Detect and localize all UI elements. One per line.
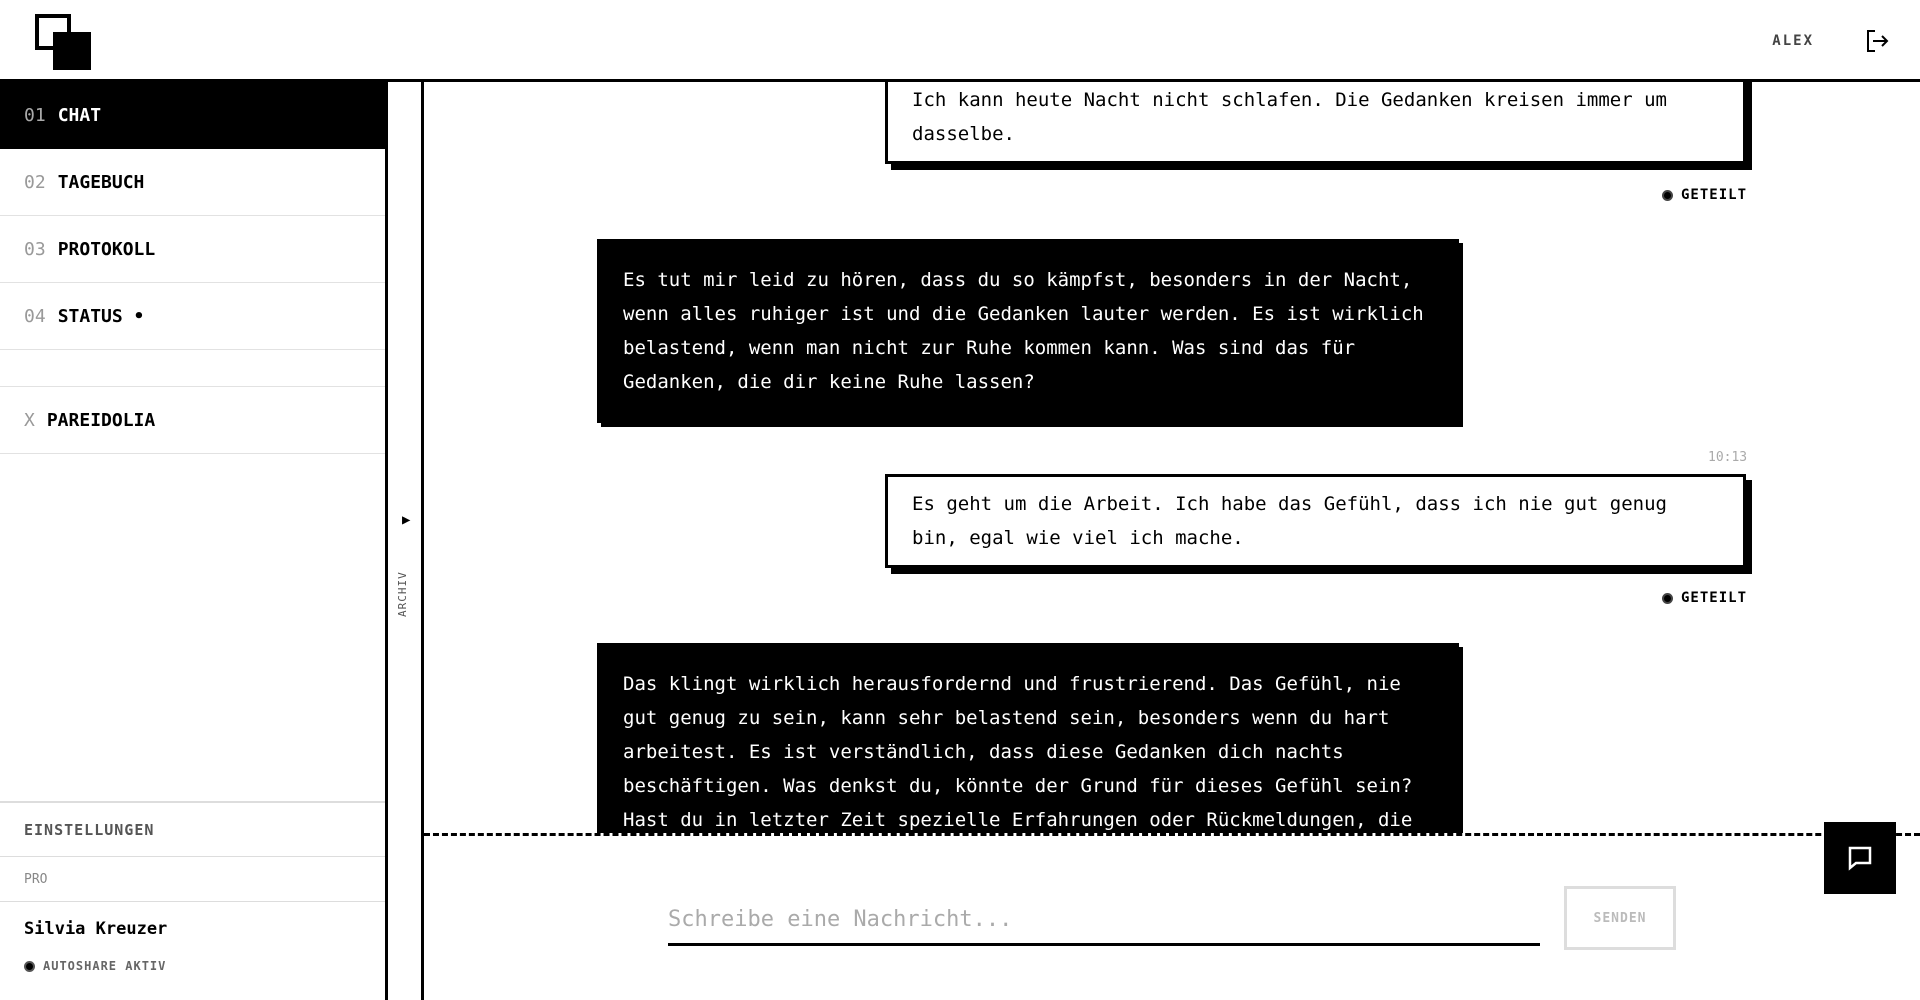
shared-badge [1662, 590, 1747, 606]
header-username: ALEX [1772, 33, 1814, 49]
chat-thread[interactable] [424, 82, 1920, 834]
shared-dot-icon [1662, 593, 1673, 604]
nav-number: X [24, 409, 35, 431]
settings-link[interactable]: EINSTELLUNGEN [0, 801, 385, 857]
nav-label: CHAT [57, 104, 102, 126]
nav-number: 01 [24, 104, 46, 126]
chat-bubble-icon [1845, 843, 1875, 873]
assistant-message: Das klingt wirklich herausfordernd und frustrierend. Das Gefühl, nie gut genug zu sein, kann sehr belastend sein, besonders wenn du hart arbeitest. Es ist verständlich, dass diese Gedanken dich nachts beschäftigen. Was denkst du, könnte der Grund für dieses Gefühl sein? Hast du in letzter Zeit spezielle Erfahrungen oder Rückmeldungen, die [597, 643, 1459, 834]
shared-dot-icon [1662, 190, 1673, 201]
logo-square-filled [53, 32, 91, 70]
nav-label: PROTOKOLL [57, 238, 156, 260]
logout-icon[interactable] [1864, 28, 1890, 54]
nav-label: TAGEBUCH [57, 171, 145, 193]
status-dot-icon [24, 961, 35, 972]
header [0, 0, 1920, 82]
chat-bubble-button[interactable] [1824, 822, 1896, 894]
nav-label: PAREIDOLIA [46, 409, 156, 431]
nav-number: 04 [24, 305, 46, 327]
user-message: Ich kann heute Nacht nicht schlafen. Die Gedanken kreisen immer um dasselbe. [885, 82, 1746, 164]
send-button[interactable]: SENDEN [1564, 886, 1676, 950]
autoshare-status [24, 959, 385, 973]
profile-name: Silvia Kreuzer [24, 919, 168, 939]
nav-divider [0, 350, 385, 387]
user-message: Es geht um die Arbeit. Ich habe das Gefühl, dass ich nie gut genug bin, egal wie viel ich mache. [885, 474, 1746, 568]
nav-item-chat[interactable] [0, 82, 385, 149]
plan-label: PRO [0, 857, 385, 902]
nav-item-tagebuch[interactable] [0, 149, 385, 216]
message-input[interactable] [668, 896, 1540, 946]
nav-item-status[interactable] [0, 283, 385, 350]
nav-number: 02 [24, 171, 46, 193]
message-timestamp: 10:13 [1708, 450, 1748, 465]
nav-label: STATUS • [57, 305, 145, 327]
assistant-message: Es tut mir leid zu hören, dass du so kämpfst, besonders in der Nacht, wenn alles ruhiger ist und die Gedanken lauter werden. Es ist wirklich belastend, wenn man nicht zur Ruhe kommen kann. Was sind das für Gedanken, die dir keine Ruhe lassen? [597, 239, 1459, 423]
archive-toggle[interactable] [391, 82, 424, 1000]
archive-label: ARCHIV [396, 571, 409, 617]
sidebar [0, 82, 388, 1000]
shared-badge [1662, 187, 1747, 203]
shared-label: GETEILT [1681, 590, 1748, 606]
profile [0, 902, 385, 1000]
message-composer [424, 833, 1920, 1000]
logo[interactable] [35, 14, 91, 70]
autoshare-label: AUTOSHARE AKTIV [43, 959, 167, 973]
shared-label: GETEILT [1681, 187, 1748, 203]
play-arrow-icon: ▶ [402, 512, 411, 528]
nav-item-protokoll[interactable] [0, 216, 385, 283]
nav-item-pareidolia[interactable] [0, 387, 385, 454]
sidebar-footer [0, 801, 385, 1000]
nav-number: 03 [24, 238, 46, 260]
